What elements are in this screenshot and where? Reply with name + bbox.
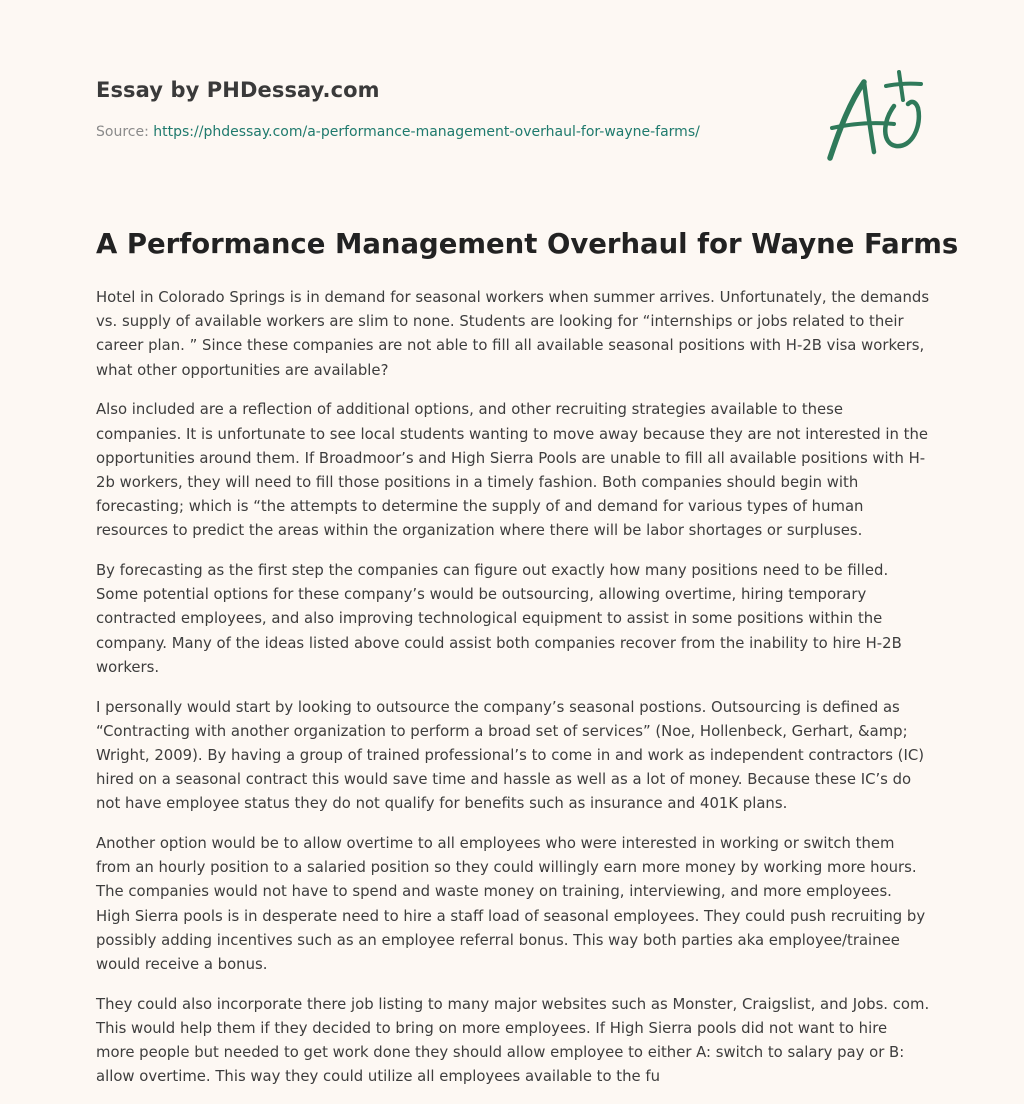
source-label: Source: xyxy=(96,124,154,140)
paragraph: By forecasting as the first step the companies can figure out exactly how many positions need to be filled. Some potential options for these company’s would be outsourcing, allowing overtime, hiring temporary contracted employees, and also improving technological equipment to assist in some positions within the company. Many of the ideas listed above could assist both companies recover from the inability to hire H-2B workers. xyxy=(96,561,902,676)
paragraph: They could also incorporate there job listing to many major websites such as Monster, Craigslist, and Jobs. com. This would help them if they decided to bring on more employees. If High Sierra pools did not want to hire more people but needed to get work done they should allow employee to either A: switch to salary pay or B: allow overtime. This way they could utilize all employees available to the fu xyxy=(96,994,930,1086)
source-line xyxy=(96,124,700,140)
site-brand: Essay by PHDessay.com xyxy=(96,78,380,102)
paragraph: I personally would start by looking to outsource the company’s seasonal postions. Outsourcing is defined as “Contracting with another organization to perform a broad set of services” (Noe, Hollenbeck, Gerhart, &amp; Wright, 2009). By having a group of trained professional’s to come in and work as independent contractors (IC) hired on a seasonal contract this would save time and hassle as well as a lot of money. Because these IC’s do not have employee status they do not qualify for benefits such as insurance and 401K plans. xyxy=(96,697,924,813)
paragraph: Also included are a reflection of additional options, and other recruiting strategies available to these companies. It is unfortunate to see local students wanting to move away because they are not interested in the opportunities around them. If Broadmoor’s and High Sierra Pools are unable to fill all available positions with H-2b workers, they will need to fill those positions in a timely fashion. Both companies should begin with forecasting; which is “the attempts to determine the supply of and demand for various types of human resources to predict the areas within the organization where there will be labor shortages or surpluses. xyxy=(96,400,929,540)
article-body xyxy=(96,285,930,1104)
a-plus-logo-icon xyxy=(820,66,932,164)
source-link[interactable]: https://phdessay.com/a-performance-management-overhaul-for-wayne-farms/ xyxy=(153,124,700,140)
paragraph: Another option would be to allow overtime to all employees who were interested in working or switch them from an hourly position to a salaried position so they could willingly earn more money by working more hours. The companies would not have to spend and waste money on training, interviewing, and more employees. High Sierra pools is in desperate need to hire a staff load of seasonal employees. They could push recruiting by possibly adding incentives such as an employee referral bonus. This way both parties aka employee/trainee would receive a bonus. xyxy=(96,834,926,974)
article-title: A Performance Management Overhaul for Wayne Farms xyxy=(96,228,959,260)
paragraph: Hotel in Colorado Springs is in demand for seasonal workers when summer arrives. Unfortunately, the demands vs. supply of available workers are slim to none. Students are looking for “internships or jobs related to their career plan. ” Since these companies are not able to fill all available seasonal positions with H-2B visa workers, what other opportunities are available? xyxy=(96,288,930,379)
